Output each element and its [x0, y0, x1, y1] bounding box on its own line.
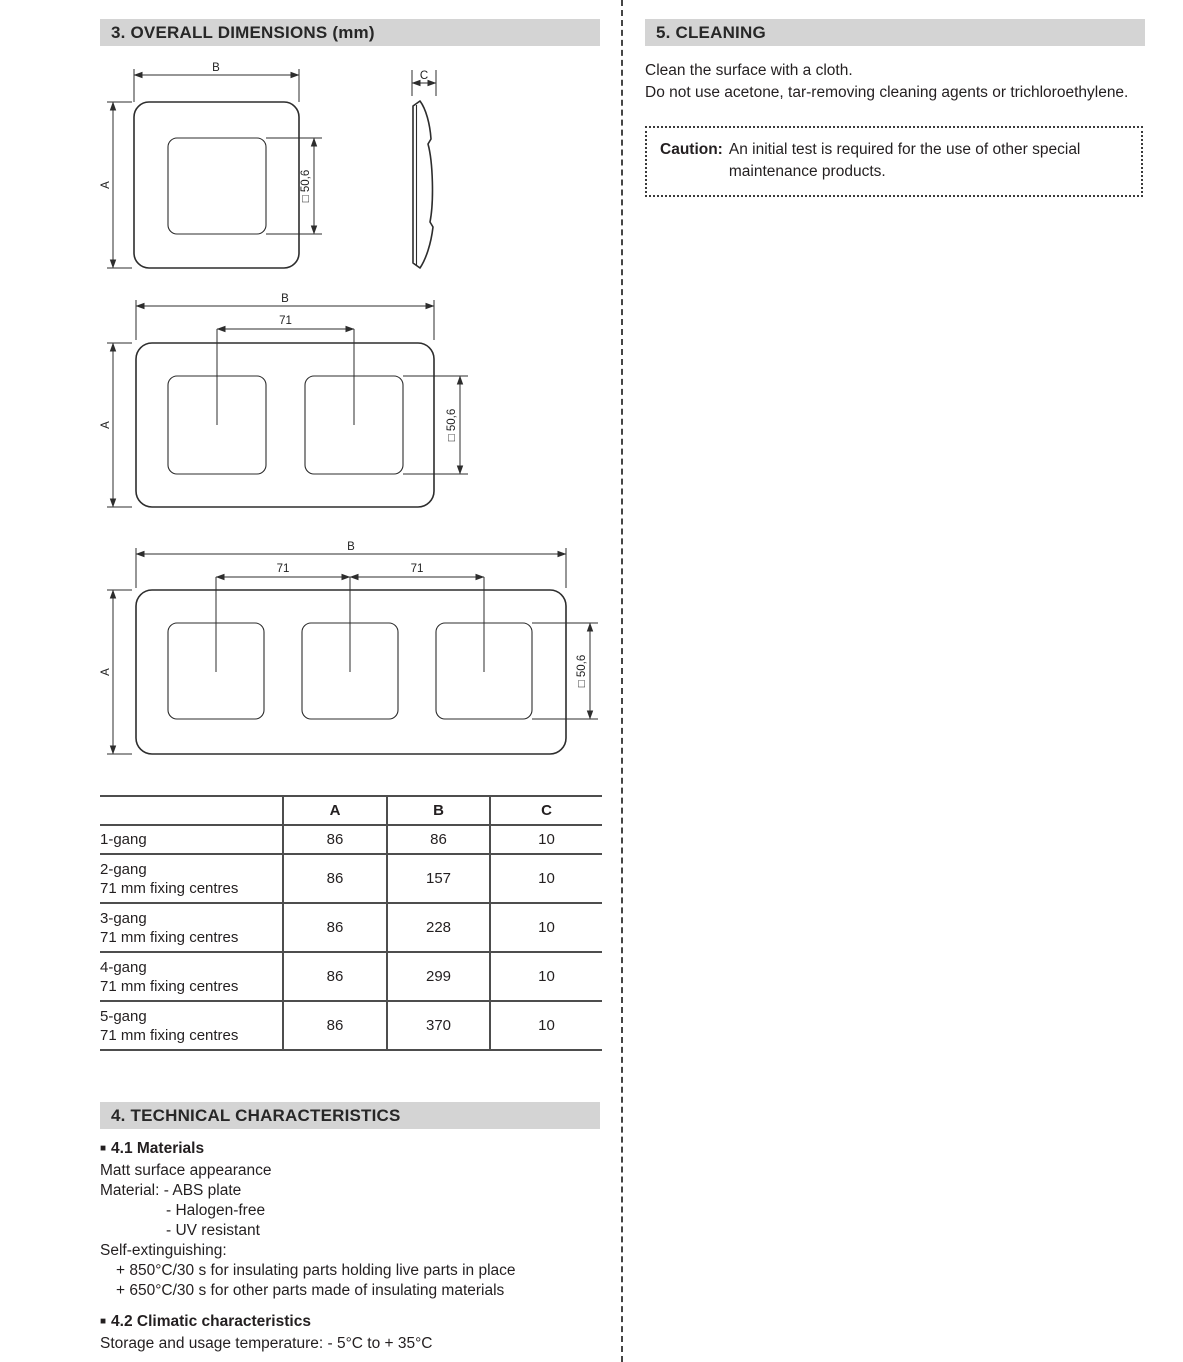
value-B: 370 [387, 1001, 490, 1050]
materials-heading [100, 1139, 620, 1159]
caution-text: An initial test is required for the use of other special maintenance products. [728, 141, 1081, 180]
dim-label-aperture: □ 50,6 [300, 169, 312, 203]
value-A: 86 [283, 903, 387, 952]
row-label [100, 903, 283, 952]
dim-label-B: B [347, 541, 355, 553]
row-detail: 71 mm fixing centres [100, 879, 239, 897]
dim-label-71-right: 71 [410, 563, 424, 575]
dim-extension-lines [403, 376, 468, 474]
square-bullet-icon: ■ [100, 1143, 107, 1154]
materials-line: Material: - ABS plate [100, 1182, 242, 1199]
caution-box [645, 126, 1143, 197]
row-name: 5-gang [100, 1007, 147, 1025]
plate-outline [136, 590, 566, 754]
value-C: 10 [490, 903, 602, 952]
row-label [100, 952, 283, 1001]
materials-line: Matt surface appearance [100, 1162, 272, 1179]
drawing-2gang [100, 292, 600, 520]
value-B: 228 [387, 903, 490, 952]
value-C: 10 [490, 952, 602, 1001]
row-name: 4-gang [100, 958, 147, 976]
value-C: 10 [490, 1001, 602, 1050]
dimensions-table [100, 795, 602, 1051]
value-A: 86 [283, 825, 387, 854]
section-title-overall-dimensions: 3. OVERALL DIMENSIONS (mm) [100, 19, 600, 46]
drawing-3gang [100, 538, 620, 772]
table-header-A: A [283, 796, 387, 825]
table-header-empty [100, 796, 283, 825]
plate-aperture [168, 138, 266, 234]
materials-heading-text: 4.1 Materials [111, 1140, 205, 1157]
materials-line: + 650°C/30 s for other parts made of insulating materials [116, 1282, 505, 1299]
right-column [645, 0, 1145, 1362]
row-label [100, 854, 283, 903]
value-C: 10 [490, 854, 602, 903]
centre-lines [216, 577, 484, 672]
left-column [100, 0, 620, 1362]
row-label [100, 1001, 283, 1050]
dim-label-A: A [100, 181, 112, 189]
row-name: 3-gang [100, 909, 147, 927]
value-A: 86 [283, 854, 387, 903]
table-row [100, 825, 602, 854]
dim-extension-lines [532, 623, 598, 719]
cleaning-line: Clean the surface with a cloth. [645, 62, 853, 79]
dim-label-aperture: □ 50,6 [576, 654, 588, 688]
materials-line: + 850°C/30 s for insulating parts holding live parts in place [116, 1262, 516, 1279]
value-A: 86 [283, 1001, 387, 1050]
value-B: 86 [387, 825, 490, 854]
materials-line: - Halogen-free [166, 1202, 266, 1219]
row-name: 2-gang [100, 860, 147, 878]
table-row [100, 854, 602, 903]
value-B: 299 [387, 952, 490, 1001]
dim-label-C: C [419, 70, 429, 82]
climatic-line: Storage and usage temperature: - 5°C to + 35°C [100, 1335, 433, 1352]
square-bullet-icon: ■ [100, 1316, 107, 1327]
dim-label-aperture: □ 50,6 [446, 408, 458, 442]
table-header-row [100, 796, 602, 825]
table-header-C: C [490, 796, 602, 825]
climatic-heading [100, 1312, 620, 1332]
dim-label-B: B [212, 62, 220, 74]
cleaning-line: Do not use acetone, tar-removing cleaning agents or trichloroethylene. [645, 83, 1129, 101]
dim-label-71-left: 71 [276, 563, 290, 575]
climatic-heading-text: 4.2 Climatic characteristics [111, 1313, 311, 1330]
section-title-technical-characteristics: 4. TECHNICAL CHARACTERISTICS [100, 1102, 600, 1129]
drawing-1gang [100, 62, 600, 288]
cleaning-instructions [645, 60, 1145, 103]
row-detail: 71 mm fixing centres [100, 977, 239, 995]
caution-label: Caution: [660, 141, 723, 158]
dim-label-A: A [100, 421, 112, 429]
table-header-B: B [387, 796, 490, 825]
dim-label-B: B [281, 293, 289, 305]
plate-outline [134, 102, 299, 268]
plate-outline [136, 343, 434, 507]
technical-characteristics-block [100, 1139, 620, 1354]
row-detail: 71 mm fixing centres [100, 928, 239, 946]
value-A: 86 [283, 952, 387, 1001]
value-C: 10 [490, 825, 602, 854]
table-row [100, 1001, 602, 1050]
dim-label-A: A [100, 668, 112, 676]
dim-label-71: 71 [279, 315, 292, 327]
table-row [100, 952, 602, 1001]
materials-line: Self-extinguishing: [100, 1242, 227, 1259]
column-divider-line [621, 0, 623, 1362]
row-detail: 71 mm fixing centres [100, 1026, 239, 1044]
value-B: 157 [387, 854, 490, 903]
section-title-cleaning: 5. CLEANING [645, 19, 1145, 46]
table-row [100, 903, 602, 952]
materials-line: - UV resistant [166, 1222, 260, 1239]
row-label: 1-gang [100, 825, 283, 854]
